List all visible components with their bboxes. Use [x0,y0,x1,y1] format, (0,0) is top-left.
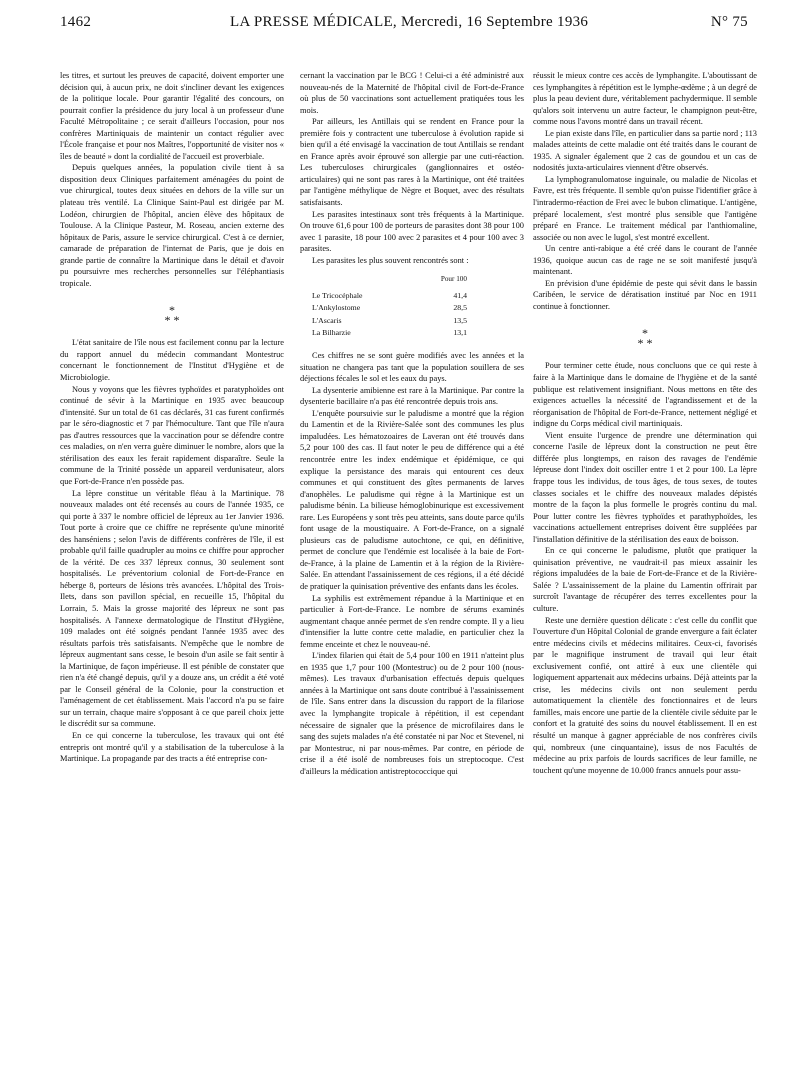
paragraph: La dysenterie amibienne est rare à la Martinique. Par contre la dysenterie bacillaire n'a pas été rencontrée depuis trois ans. [300,385,524,407]
paragraph: Le pian existe dans l'île, en particulier dans sa partie nord ; 113 malades atteints de cette maladie ont été traités dans le courant de 1935. A signaler également que 2 cas de goundou et un cas de nodosités juxta-articulaires viennent d'être observés. [533,128,757,173]
paragraph: Par ailleurs, les Antillais qui se rendent en France pour la première fois y contractent une tuberculose à évolution rapide si bien qu'il a été envisagé la vaccination de tout Antillais se rendant en France après avoir éprouvé son allergie par une cuti-réaction. Les tuberculoses chirurgicales (ganglionnaires et ostéo-articulaires) qui ne sont pas rares à la Martinique, ont été traitées par l'antigène méthylique de Nègre et Boquet, avec des résultats satisfaisants. [300,117,524,208]
paragraph: En ce qui concerne la tuberculose, les travaux qui ont été entrepris ont montré qu'il y a stabilisation de la tuberculose à la Martinique. La propagande par des tracts a été entreprise con- [60,730,284,764]
parasite-table [312,274,467,340]
parasite-name: Le Tricocéphale [312,290,363,300]
paragraph: Nous y voyons que les fièvres typhoïdes et paratyphoïdes ont continué de sévir à la Martinique en 1935 avec beaucoup d'intensité. Sur un total de 61 cas déclarés, 31 cas furent confirmés par le séro-diagnostic et 7 par l'hémoculture. Tant que l'île n'aura pas d'autres ressources que la vaccination pour se défendre contre ces maladies, on n'en verra guère diminuer le nombre, alors que la stérilisation des eaux les ferait rapidement disparaître. Seule la commune de la Trinité possède un appareil verdunisateur, alors que Fort-de-France n'en possède pas. [60,384,284,486]
section-separator: * * * [637,326,653,351]
parasite-name: L'Ankylostome [312,303,361,313]
paragraph: Reste une dernière question délicate : c'est celle du conflit que l'ouverture d'un Hôpital Colonial de grande envergure a fait éclater entre médecins civils et médecins militaires. Ceux-ci, favorisés par le magnifique instrument de travail qui leur était exclusivement confié, ont attiré à eux une clientèle qui logiquement appartenait aux médecins urbains. Déjà atteints par la crise, les médecins civils ont non seulement perdu automatiquement la clientèle des fonctionnaires et de leurs familles, mais encore une partie de la clientèle civile séduite par le confort et la gratuité des soins du nouvel établissement. Il en est résulté un manque à gagner appréciable de nos confrères civils qui, nombreux (une cinquantaine), issus de nos Facultés de médecine au prix parfois de lourds sacrifices de leur famille, ne touchent qu'une moyenne de 10.000 francs annuels pour assu- [533,615,758,775]
paragraph: Les parasites intestinaux sont très fréquents à la Martinique. On trouve 61,6 pour 100 de porteurs de parasites dont 38 pour 100 avec 1 parasite, 18 pour 100 avec 2 parasites et 4 pour 100 avec 3 parasites. [300,209,524,254]
paragraph: La lymphogranulomatose inguinale, ou maladie de Nicolas et Favre, est très fréquente. Il semble qu'on puisse l'identifier grâce à l'intradermo-réaction de Frei avec le bubon climatique. L'antigène, préparé localement, s'est montré plus sensible que l'antigène préparé en France. Le traitement médical par l'anthiomaline, associée ou non avec le lugol, s'est montré excellent. [533,174,757,242]
paragraph: En ce qui concerne le paludisme, plutôt que pratiquer la quinisation préventive, ne vaudrait-il pas mieux assainir les régions impaludées de la baie de Fort-de-France et de la Rivière-Salée ? L'assainissement de la plaine du Lamentin offrirait par surcroît l'avantage de récupérer des terres excellentes pour la culture. [533,546,757,613]
parasite-value: 13,1 [453,328,467,338]
paragraph: La lèpre constitue un véritable fléau à la Martinique. 78 nouveaux malades ont été recensés au cours de l'année 1935, ce qui porte à 337 le nombre officiel de lépreux au 1er Janvier 1936. Tout porte à croire que ce chiffre ne représente qu'une minorité des hanséniens ; selon l'avis de différents confrères de l'île, il est probable qu'il faille quadrupler au moins ce chiffre pour approcher de la vérité. De ces 337 lépreux connus, 30 seulement sont hospitalisés. Le préventorium colonial de Fort-de-France en héberge 8, porteurs de lésions très avancées. L'hôpital des Trois-Ilets, dans son pavillon spécial, en recueille 15, l'hôpital du Lorrain, 5. Mais la grosse majorité des lépreux ne sont pas hospitalisés. A l'annexe dermatologique de l'Institut d'Hygiène, 109 malades ont été soignés pendant l'année 1935 avec des résultats parfois très satisfaisants. N'empêche que le nombre de lépreux augmentant sans cesse, le besoin d'un asile se fait sentir à la Martinique, de façon impérieuse. Il est pénible de constater que rien n'a été changé depuis, qu'il y a douze ans, un crédit a été voté par le Conseil général de la Colonie, pour la construction et l'aménagement de cet établissement. Mais l'accord n'a pu se faire sur un terrain, chaque maire s'opposant à ce que pareil choix jette le discrédit sur sa commune. [60,488,284,729]
table-unit-header: Pour 100 [440,275,467,284]
table-row [312,290,467,303]
paragraph: réussit le mieux contre ces accès de lymphangite. L'aboutissant de ces lymphangites à répétition est le lymphe-œdème ; à un degré de plus la peau devient dure, véritablement pachydermique. Il semble qu'alors soit intervenu un autre facteur, le champignon peut-être, comme nous l'avons montré dans un travail récent. [533,71,757,127]
issue-number: N° 75 [710,14,748,30]
paragraph: les titres, et surtout les preuves de capacité, doivent emporter une décision qui, à aucun prix, ne doit s'incliner devant les exigences de la politique locale. Pour garantir l'égalité des concours, on pourrait confier la présidence du jury local à un professeur d'une Faculté Métropolitaine ; ce serait d'ailleurs l'occasion, pour nos confrères Martiniquais de maintenir un contact régulier avec l'École française et pour nos Maîtres, l'opportunité de visiter nos « îles de beauté » dont la cordialité de l'accueil est proverbiale. [60,71,284,161]
journal-title: LA PRESSE MÉDICALE, Mercredi, 16 Septembre 1936 [230,14,589,30]
parasite-value: 28,5 [453,303,467,313]
column-3 [533,70,757,776]
column-2 [300,70,524,777]
page-number: 1462 [60,14,92,30]
paragraph: cernant la vaccination par le BCG ! Celui-ci a été administré aux nouveau-nés de la Maternité de l'hôpital civil de Fort-de-France où plus de 50 vaccinations sont actuellement pratiquées tous les mois. [300,71,524,115]
paragraph: Ces chiffres ne se sont guère modifiés avec les années et la situation ne changera pas tant que la population souillera de ses déjections fécales le sol et les eaux du pays. [300,351,524,384]
parasite-name: L'Ascaris [312,315,342,325]
parasite-name: La Bilharzie [312,328,351,338]
paragraph: Vient ensuite l'urgence de prendre une détermination qui concerne l'asile de lépreux dont la construction ne peut être différée plus longtemps, en raison des ravages de l'endémie lépreuse dont l'index doit osciller entre 1 et 2 pour 100. La lèpre frappe tous les individus, de tous âges, de tous sexes, de toutes classes sociales et le chiffre des nouveaux malades dépistés montre de la façon la plus formelle le progrès continu du mal. Pour lutter contre les fièvres typhoïdes et parathyphoïdes, les vaccinations actuellement entreprises doivent être suppléées par l'installation définitive de la stérilisation des eaux de boisson. [533,430,757,544]
column-1 [60,70,284,765]
paragraph: Depuis quelques années, la population civile tient à sa disposition deux Cliniques parfaitement aménagées du point de vue chirurgical, toutes deux situées en dehors de la ville sur un plateau très ventilé. La Clinique Saint-Paul est dirigée par M. Lodéon, chirurgien de l'hôpital, ancien élève des hôpitaux de Toulouse. A la Clinique Pasteur, M. Roseau, ancien externe des hôpitaux de Paris, assure le service chirurgical. C'est à ce dernier, camarade de préparation de l'internat de Paris, que je dois en grande partie de connaître la Martinique dans le détail et d'avoir pu poursuivre mes recherches personnelles sur l'éléphantiasis tropicale. [60,163,284,288]
page-header [60,14,748,40]
paragraph: Pour terminer cette étude, nous concluons que ce qui reste à faire à la Martinique dans le domaine de l'hygiène et de la santé publique est relativement insignifiant. Nous mettons en tête des exigences actuelles la nécessité de l'agrandissement et de la réorganisation de l'hôpital de Fort-de-France, nettement négligé et indigne du Corps médical civil martiniquais. [533,361,757,429]
parasite-value: 41,4 [453,290,467,300]
paragraph: L'index filarien qui était de 5,4 pour 100 en 1911 n'atteint plus en 1935 que 1,7 pour 100 (Montestruc) ou de 2 pour 100 (nous-mêmes). Les travaux d'urbanisation effectués depuis quelques années à la Martinique ont sans doute contribué à l'assainissement de l'île. Sans entrer dans la discussion du rapport de la filariose avec la lymphangite tropicale à répétition, il est cependant nécessaire de signaler que la présence de microfilaires dans le sang des sujets malades n'a été constatée ni par Noc et Stevenel, ni par Montestruc, ni par nous-mêmes. Par contre, en période de crise il a été isolé de nombreuses fois un streptocoque. C'est d'ailleurs la médication antistreptococcique qui [300,651,524,776]
paragraph: Un centre anti-rabique a été créé dans le courant de l'année 1936, quoique aucun cas de rage ne se soit manifesté jusqu'à maintenant. [533,244,757,277]
paragraph: L'enquête poursuivie sur le paludisme a montré que la région du Lamentin et de la Rivière-Salée sont des communes les plus impaludées. Les hématozoaires de Laveran ont été trouvés dans 5,2 pour 100 des cas. Il faut noter le peu de différence qui a été rencontrée entre les index endémique et épidémique, ce qui explique la persistance des marais qui entourent ces deux communes et qui constituent des gîtes permanents de larves d'anophèles. Le paludisme qui règne à la Martinique est un paludisme bénin. La bilieuse hémoglobinurique est excessivement rare. Les Européens y sont très peu atteints, sans doute parce qu'ils font usage de la moustiquaire. A Fort-de-France, on a signalé plusieurs cas de paludisme autochtone, ce qui, en définitive, permet de conclure que l'endémie est localisée à la baie de Fort-de-France, à la plaine de Lamentin et à la région de la Rivière-Salée. En attendant l'assainissement de ces régions, il a été décidé de pratiquer la quinisation préventive des enfants dans les écoles. [300,408,524,591]
paragraph: La syphilis est extrêmement répandue à la Martinique et en particulier à Fort-de-France. Le nombre de sérums examinés augmentant chaque année permet de s'en rendre compte. Il y a lieu d'intensifier la lutte contre cette maladie, en particulier chez la femme enceinte et chez le nouveau-né. [300,593,524,649]
table-row [312,315,467,328]
table-row [312,327,467,340]
section-separator: * * * [164,303,180,328]
paragraph: L'état sanitaire de l'île nous est facilement connu par la lecture du rapport annuel du médecin commandant Montestruc concernant le fonctionnement de l'Institut d'Hygiène et de Microbiologie. [60,338,284,383]
paragraph: En prévision d'une épidémie de peste qui sévit dans le bassin Caribéen, le service de dératisation institué par Noc en 1911 continue à fonctionner. [533,278,757,311]
paragraph: Les parasites les plus souvent rencontrés sont : [312,255,469,265]
parasite-value: 13,5 [453,315,467,325]
table-row [312,302,467,315]
